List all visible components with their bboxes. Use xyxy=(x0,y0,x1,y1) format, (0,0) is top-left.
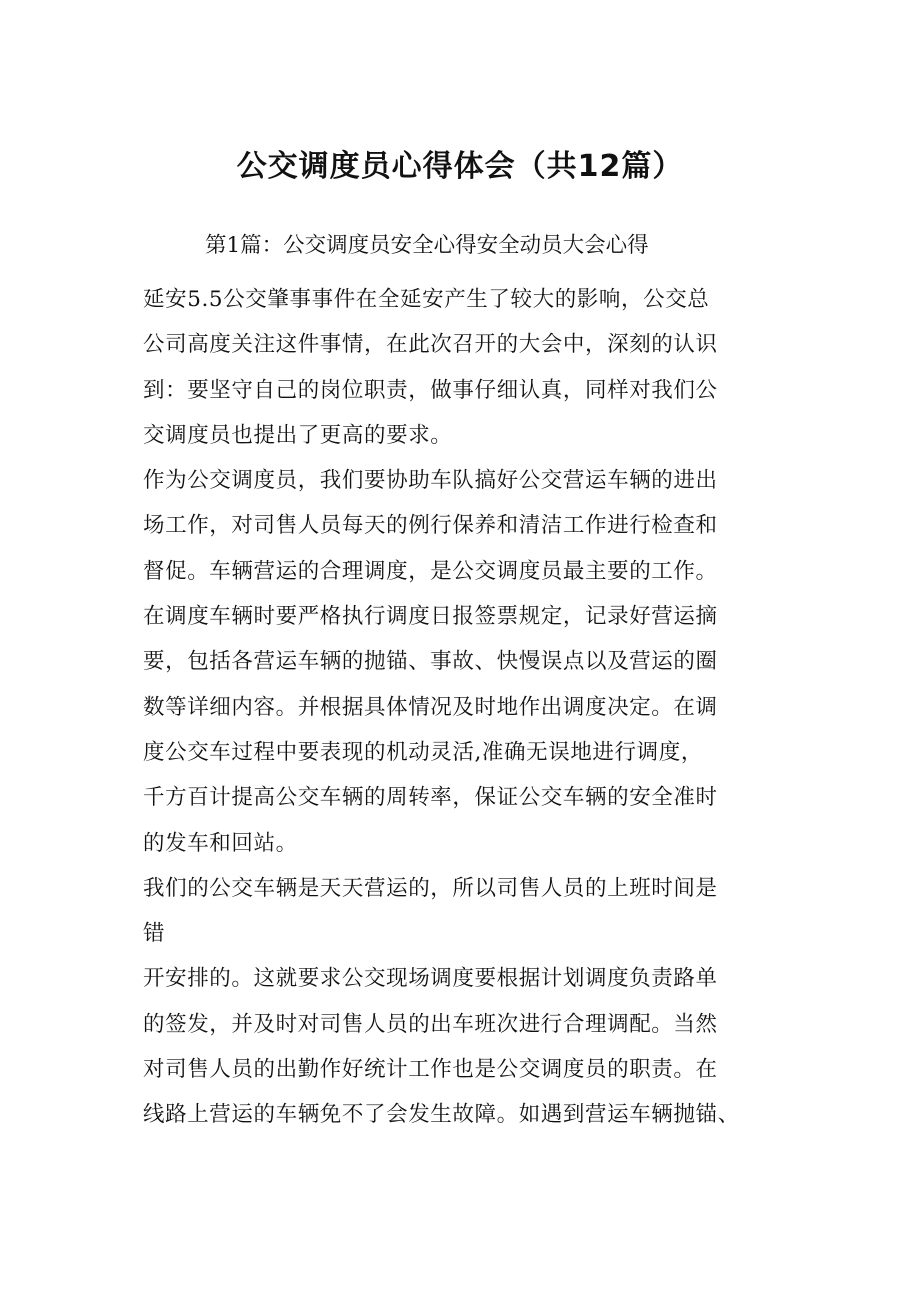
text-line: 数等详细内容。并根据具体情况及时地作出调度决定。在调 xyxy=(143,694,718,720)
text-line: 场工作，对司售人员每天的例行保养和清洁工作进行检查和 xyxy=(143,513,718,539)
text-line: 的签发，并及时对司售人员的出车班次进行合理调配。当然 xyxy=(143,1011,718,1037)
text-line: 度公交车过程中要表现的机动灵活,准确无误地进行调度， xyxy=(143,739,703,765)
document-title: 公交调度员心得体会（共12篇） xyxy=(236,149,684,184)
text-line: 作为公交调度员，我们要协助车队搞好公交营运车辆的进出 xyxy=(143,468,718,494)
text-line: 到：要坚守自己的岗位职责，做事仔细认真，同样对我们公 xyxy=(143,377,718,403)
text-line: 对司售人员的出勤作好统计工作也是公交调度员的职责。在 xyxy=(143,1057,718,1083)
text-line: 交调度员也提出了更高的要求。 xyxy=(143,422,453,448)
text-line: 的发车和回站。 xyxy=(143,830,298,856)
section-heading: 第1篇：公交调度员安全心得安全动员大会心得 xyxy=(205,233,649,258)
text-line: 公司高度关注这件事情，在此次召开的大会中，深刻的认识 xyxy=(143,332,718,358)
body-text xyxy=(143,277,793,1138)
text-line: 我们的公交车辆是天天营运的，所以司售人员的上班时间是 xyxy=(143,875,718,901)
text-line: 延安5.5公交肇事事件在全延安产生了较大的影响，公交总 xyxy=(143,287,710,312)
text-line: 线路上营运的车辆免不了会发生故障。如遇到营运车辆抛锚、 xyxy=(143,1102,740,1128)
text-line: 在调度车辆时要严格执行调度日报签票规定，记录好营运摘 xyxy=(143,604,718,630)
text-line: 督促。车辆营运的合理调度，是公交调度员最主要的工作。 xyxy=(143,558,718,584)
text-line: 要，包括各营运车辆的抛锚、事故、快慢误点以及营运的圈 xyxy=(143,649,718,675)
text-line: 错 xyxy=(143,921,166,947)
text-line: 千方百计提高公交车辆的周转率，保证公交车辆的安全准时 xyxy=(143,785,718,811)
text-line: 开安排的。这就要求公交现场调度要根据计划调度负责路单 xyxy=(143,966,718,992)
